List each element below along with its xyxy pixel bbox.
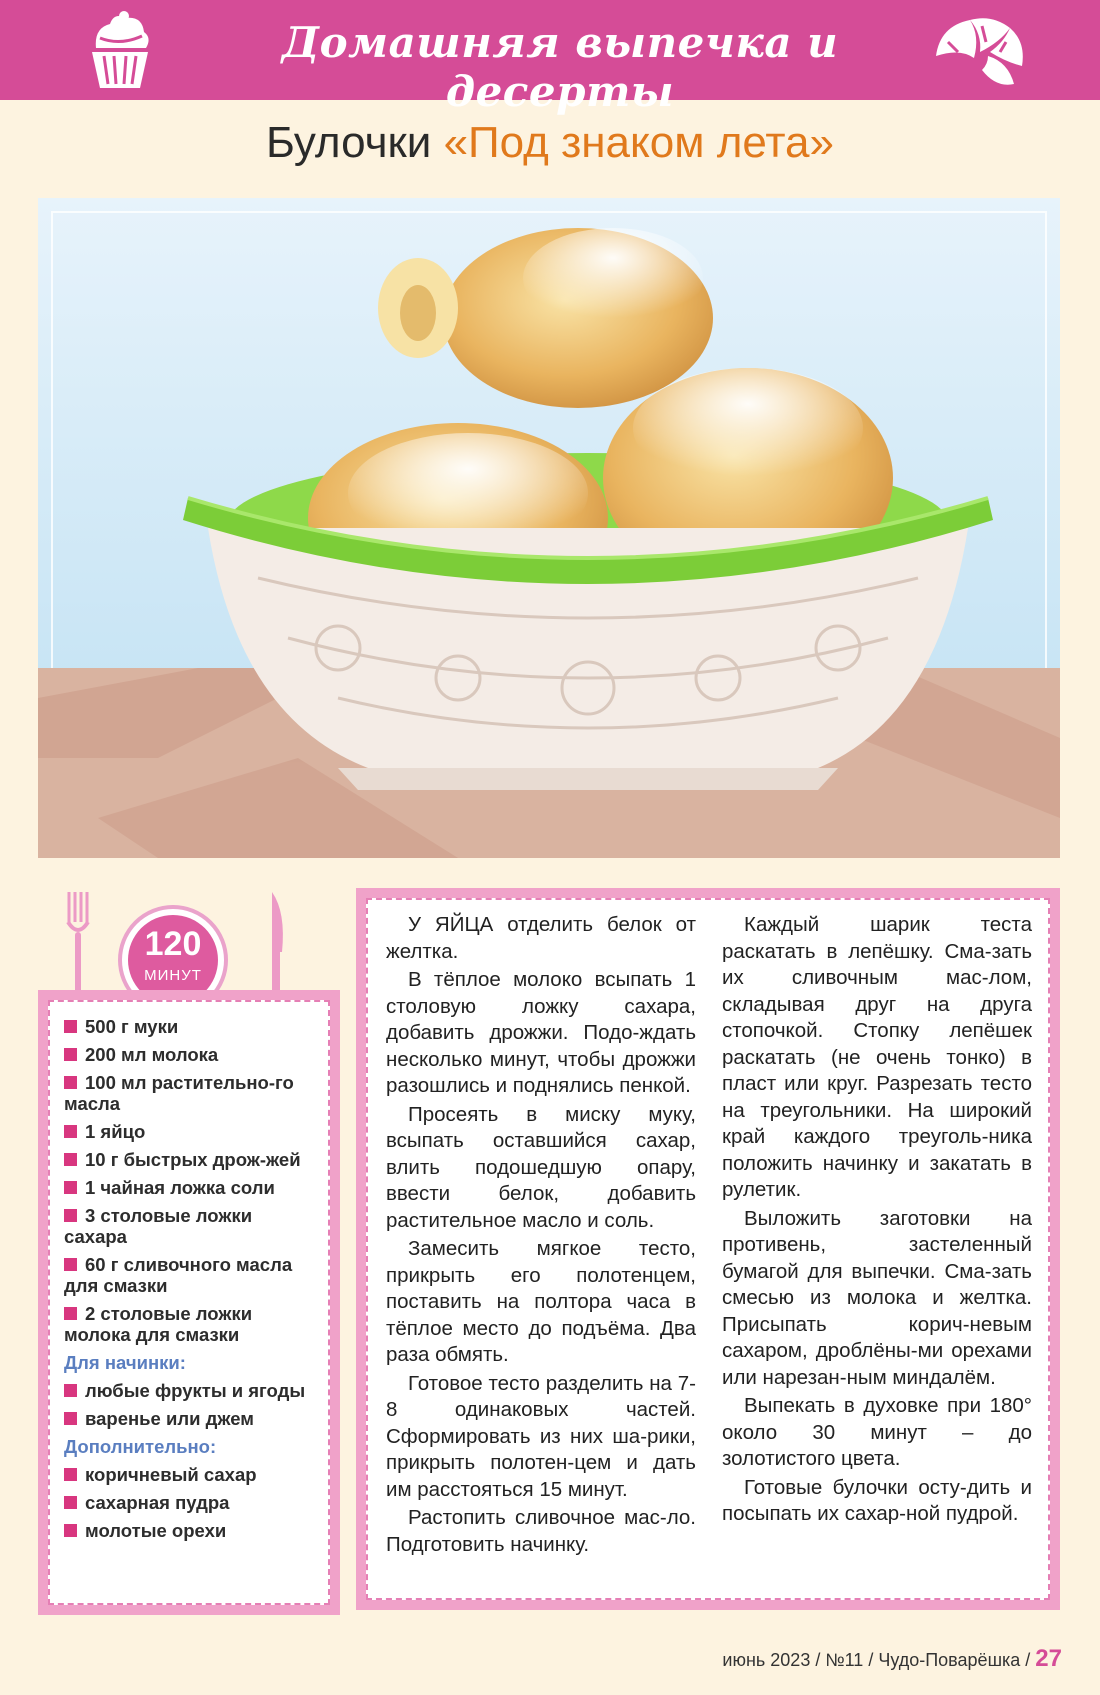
ingredient-item: коричневый сахар [64,1464,318,1485]
ingredient-item: 200 мл молока [64,1044,318,1065]
bullet-icon [64,1384,77,1397]
page-footer [722,1645,1062,1673]
bullet-icon [64,1181,77,1194]
instruction-paragraph: В тёплое молоко всыпать 1 столовую ложку сахара, добавить дрожжи. Подо-ждать несколько минут, чтобы дрожжи разошлись и поднялись пенкой. [386,968,696,1097]
ingredients-panel [38,990,340,1615]
bullet-icon [64,1125,77,1138]
issue-info: июнь 2023 / №11 / Чудо-Поварёшка / [722,1650,1036,1670]
recipe-title-accent: «Под знаком лета» [443,118,834,167]
buns-in-basket-photo [38,198,1060,858]
instruction-paragraph: Готовое тесто разделить на 7-8 одинаковых частей. Сформировать из них ша-рики, прикрыть полотен-цем и дать им расстояться 15 минут. [386,1371,696,1501]
bullet-icon [64,1412,77,1425]
section-header [0,0,1100,116]
ingredient-item: варенье или джем [64,1408,318,1429]
section-title: Домашняя выпечка и десерты [281,18,839,116]
bullet-icon [64,1153,77,1166]
bullet-icon [64,1209,77,1222]
ingredient-item: 500 г муки [64,1016,318,1037]
ingredients-list [48,1000,330,1605]
ingredient-item: сахарная пудра [64,1492,318,1513]
instruction-paragraph: Замесить мягкое тесто, прикрыть его полотенцем, поставить на полтора часа в тёплое место до подъёма. Два раза обмять. [386,1237,696,1366]
ingredient-item: 10 г быстрых дрож-жей [64,1149,318,1170]
ingredient-item: 1 яйцо [64,1121,318,1142]
instructions-column-2 [722,912,1032,1590]
bullet-icon [64,1524,77,1537]
instruction-paragraph: Выложить заготовки на противень, застеленный бумагой для выпечки. Сма-зать смесью из молока и желтка. Присыпать корич-невым сахаром, дроблёны-ми орехами или нарезан-ным миндалём. [722,1206,1032,1389]
instructions-column-1 [386,912,696,1590]
ingredient-item: любые фрукты и ягоды [64,1380,318,1401]
bullet-icon [64,1076,77,1089]
recipe-title [0,118,1100,168]
time-unit: МИНУТ [144,967,202,984]
instruction-paragraph: Выпекать в духовке при 180° около 30 минут – до золотистого цвета. [722,1394,1032,1470]
instruction-paragraph: У ЯЙЦА отделить белок от желтка. [386,913,696,963]
ingredient-item: молотые орехи [64,1520,318,1541]
instruction-paragraph: Каждый шарик теста раскатать в лепёшку. Сма-зать их сливочным мас-лом, складывая друг на друга стопочкой. Стопку лепёшек раскатать (не очень тонко) в пласт или круг. Разрезать тесто на треугольники. На широкий край каждого треуголь-ника положить начинку и закатать в рулетик. [722,913,1032,1201]
instruction-paragraph: Растопить сливочное мас-ло. Подготовить начинку. [386,1506,696,1556]
instructions-panel [356,888,1060,1610]
bullet-icon [64,1020,77,1033]
bullet-icon [64,1307,77,1320]
ingredient-item: 3 столовые ложки сахара [64,1205,253,1247]
bullet-icon [64,1258,77,1271]
extra-heading: Дополнительно: [64,1436,217,1457]
instruction-paragraph: Просеять в миску муку, всыпать оставшийся сахар, влить подошедшую опару, ввести белок, добавить растительное масло и соль. [386,1102,696,1232]
recipe-title-main: Булочки [265,118,444,167]
ingredient-item: 2 столовые ложки молока для смазки [64,1303,253,1345]
bullet-icon [64,1048,77,1061]
ingredient-item: 60 г сливочного масла для смазки [64,1254,293,1296]
page-number: 27 [1035,1645,1062,1672]
cupcake-icon [80,8,160,92]
instruction-paragraph: Готовые булочки осту-дить и посыпать их сахар-ной пудрой. [722,1475,1032,1525]
filling-heading: Для начинки: [64,1352,186,1373]
croissant-icon [930,12,1030,92]
bullet-icon [64,1496,77,1509]
ingredient-item: 1 чайная ложка соли [64,1177,318,1198]
time-value: 120 [144,925,202,963]
fork-icon [66,892,90,1002]
instructions-text [366,898,1050,1600]
knife-icon [268,892,286,1002]
bullet-icon [64,1468,77,1481]
ingredient-item: 100 мл растительно-го масла [64,1072,294,1114]
